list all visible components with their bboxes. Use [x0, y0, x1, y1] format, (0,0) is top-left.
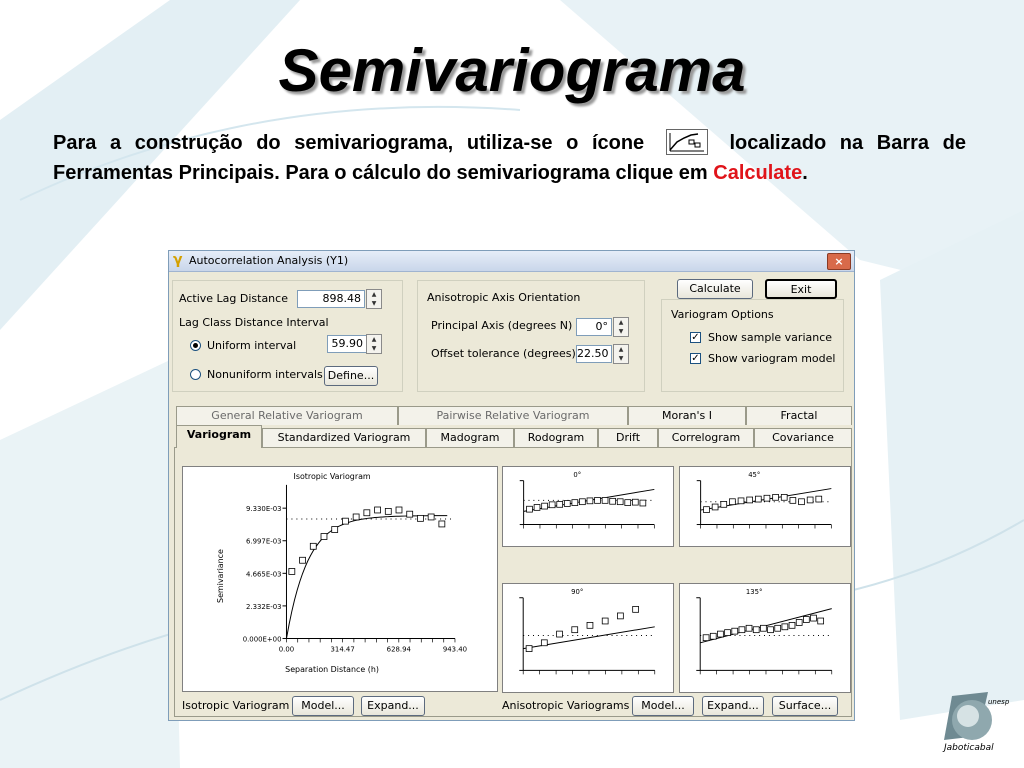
small-sample-point [557, 501, 563, 507]
variogram-options-group [661, 299, 844, 392]
small-sample-point [610, 498, 616, 504]
small-sample-point [773, 494, 779, 500]
tab-drift[interactable]: Drift [598, 428, 658, 447]
small-sample-point [557, 631, 563, 637]
tab-general-relative-variogram[interactable]: General Relative Variogram [176, 406, 398, 425]
uniform-interval-label: Uniform interval [207, 339, 297, 352]
offset-tolerance-spinner[interactable]: ▲ ▼ [613, 344, 629, 364]
small-sample-point [526, 646, 532, 652]
show-sample-variance-checkbox[interactable]: ✓ [691, 332, 700, 343]
small-sample-point [768, 627, 774, 633]
isotropic-sample-point [396, 507, 402, 513]
isotropic-expand-button[interactable]: Expand... [361, 696, 425, 716]
tab-correlogram[interactable]: Correlogram [658, 428, 754, 447]
small-sample-point [789, 622, 795, 628]
isotropic-y-tick-label: 6.997E-03 [246, 537, 282, 546]
small-sample-point [632, 499, 638, 505]
small-sample-point [721, 501, 727, 507]
small-sample-point [564, 501, 570, 507]
nonuniform-interval-radio[interactable] [190, 369, 201, 380]
anisotropic-model-button[interactable]: Model... [632, 696, 694, 716]
principal-axis-input[interactable]: 0° [576, 318, 612, 336]
tab-covariance[interactable]: Covariance [754, 428, 852, 447]
isotropic-sample-point [439, 521, 445, 527]
small-sample-point [764, 495, 770, 501]
anisotropic-chart-135deg [679, 583, 851, 693]
small-sample-point [790, 497, 796, 503]
chart-135deg-title: 135° [745, 587, 763, 596]
chart-45deg-title: 45° [748, 470, 761, 479]
anisotropic-expand-button[interactable]: Expand... [702, 696, 764, 716]
small-sample-point [703, 635, 709, 641]
offset-tolerance-input[interactable]: 22.50 [576, 345, 612, 363]
small-sample-point [542, 503, 548, 509]
small-sample-point [807, 497, 813, 503]
small-sample-point [746, 625, 752, 631]
isotropic-sample-point [342, 518, 348, 524]
active-lag-spinner[interactable]: ▲ ▼ [366, 289, 382, 309]
isotropic-sample-point [289, 568, 295, 574]
isotropic-x-label: Separation Distance (h) [285, 665, 379, 675]
anisotropic-chart-0deg [502, 466, 674, 547]
isotropic-sample-point [417, 515, 423, 521]
small-sample-point [625, 500, 631, 506]
isotropic-x-tick-label: 943.40 [442, 645, 468, 654]
offset-tolerance-label: Offset tolerance (degrees) [431, 347, 576, 360]
tab-variogram[interactable]: Variogram [176, 425, 262, 448]
unesp-jaboticabal-logo [938, 688, 1014, 754]
isotropic-model-curve [286, 516, 447, 639]
show-variogram-model-checkbox[interactable]: ✓ [691, 353, 700, 364]
isotropic-sample-point [407, 511, 413, 517]
small-sample-point [816, 496, 822, 502]
show-variogram-model-label: Show variogram model [708, 352, 836, 365]
define-button[interactable]: Define... [324, 366, 378, 386]
isotropic-sample-point [353, 514, 359, 520]
tab-fractal[interactable]: Fractal [746, 406, 852, 425]
small-sample-point [602, 618, 608, 624]
small-sample-point [617, 499, 623, 505]
anisotropic-chart-90deg [502, 583, 674, 693]
isotropic-sample-point [375, 507, 381, 513]
paragraph-text-1: Para a construção do semivariograma, utiliza-se o ícone [53, 132, 645, 154]
active-lag-input[interactable]: 898.48 [297, 290, 365, 308]
isotropic-x-tick-label: 0.00 [278, 645, 295, 654]
anisotropic-orientation-title: Anisotropic Axis Orientation [427, 291, 581, 304]
small-sample-point [782, 624, 788, 630]
paragraph-end: . [802, 162, 808, 184]
small-sample-point [739, 627, 745, 633]
isotropic-sample-point [321, 534, 327, 540]
small-sample-point [799, 499, 805, 505]
autocorrelation-dialog [168, 250, 855, 721]
dialog-titlebar[interactable] [169, 251, 854, 272]
isotropic-y-tick-label: 9.330E-03 [246, 505, 282, 514]
isotropic-variogram-label: Isotropic Variogram [182, 699, 290, 712]
isotropic-chart-title: Isotropic Variogram [293, 471, 371, 481]
variogram-options-title: Variogram Options [671, 308, 774, 321]
isotropic-x-tick-label: 314.47 [330, 645, 355, 654]
slide-title: Semivariograma [278, 37, 746, 104]
anisotropic-variograms-label: Anisotropic Variograms [502, 699, 630, 712]
isotropic-y-label: Semivariance [216, 549, 226, 603]
principal-axis-spinner[interactable]: ▲ ▼ [613, 317, 629, 337]
small-sample-point [587, 622, 593, 628]
small-sample-point [572, 627, 578, 633]
tab-morans-i[interactable]: Moran's I [628, 406, 746, 425]
isotropic-model-button[interactable]: Model... [292, 696, 354, 716]
small-sample-point [725, 630, 731, 636]
app-gamma-icon: γ [173, 252, 183, 268]
small-sample-point [602, 497, 608, 503]
tab-rodogram[interactable]: Rodogram [514, 428, 598, 447]
isotropic-y-tick-label: 0.000E+00 [242, 635, 282, 644]
surface-button[interactable]: Surface... [772, 696, 838, 716]
active-lag-label: Active Lag Distance [179, 292, 288, 305]
small-sample-point [732, 628, 738, 634]
small-sample-point [738, 498, 744, 504]
lag-group [172, 280, 403, 392]
calculate-highlight: Calculate [713, 162, 803, 184]
isotropic-x-tick-label: 628.94 [386, 645, 411, 654]
anisotropic-orientation-group [417, 280, 645, 392]
logo-unesp-text: unesp [988, 698, 1010, 706]
small-sample-point [541, 640, 547, 646]
small-sample-point [803, 617, 809, 623]
principal-axis-label: Principal Axis (degrees N) [431, 319, 573, 332]
isotropic-y-tick-label: 2.332E-03 [246, 602, 282, 611]
isotropic-sample-point [364, 510, 370, 516]
chart-90deg-title: 90° [571, 587, 584, 596]
small-sample-point [775, 625, 781, 631]
small-sample-point [587, 498, 593, 504]
chart-0deg-title: 0° [573, 470, 582, 479]
anisotropic-chart-45deg [679, 466, 851, 547]
show-sample-variance-label: Show sample variance [708, 331, 833, 344]
lag-class-label: Lag Class Distance Interval [179, 316, 329, 329]
logo-jaboticabal-text: Jaboticabal [944, 743, 994, 753]
exit-button[interactable]: Exit [765, 279, 837, 299]
small-sample-point [617, 613, 623, 619]
nonuniform-interval-label: Nonuniform intervals [207, 368, 323, 381]
calculate-button[interactable]: Calculate [677, 279, 753, 299]
small-sample-point [760, 625, 766, 631]
dialog-title: Autocorrelation Analysis (Y1) [189, 254, 349, 267]
uniform-interval-spinner[interactable]: ▲ ▼ [366, 334, 382, 354]
close-button[interactable]: × [827, 253, 851, 270]
small-sample-point [796, 620, 802, 626]
small-sample-point [640, 500, 646, 506]
small-sample-point [747, 497, 753, 503]
small-sample-point [595, 497, 601, 503]
isotropic-sample-point [310, 543, 316, 549]
small-sample-point [527, 506, 533, 512]
tab-standardized-variogram[interactable]: Standardized Variogram [262, 428, 426, 447]
isotropic-y-tick-label: 4.665E-03 [246, 570, 282, 579]
small-sample-point [753, 627, 759, 633]
small-sample-point [781, 494, 787, 500]
small-sample-point [572, 500, 578, 506]
uniform-interval-input[interactable]: 59.90 [327, 335, 367, 353]
isotropic-variogram-chart [182, 466, 498, 692]
small-sample-point [712, 504, 718, 510]
paragraph-text-2: localizado na Barra de Ferramentas Principais. Para o cálculo do semivariograma clique em [53, 132, 966, 184]
small-sample-point [710, 633, 716, 639]
slide-paragraph [53, 128, 966, 188]
uniform-interval-radio[interactable] [190, 340, 201, 351]
isotropic-sample-point [428, 514, 434, 520]
semivariogram-tool-icon [666, 129, 708, 155]
small-sample-point [811, 615, 817, 621]
small-sample-point [755, 496, 761, 502]
isotropic-sample-point [385, 508, 391, 514]
small-sample-point [729, 499, 735, 505]
isotropic-sample-point [332, 527, 338, 533]
small-sample-point [704, 507, 710, 513]
small-sample-point [534, 505, 540, 511]
small-sample-point [579, 499, 585, 505]
tab-pairwise-relative-variogram[interactable]: Pairwise Relative Variogram [398, 406, 628, 425]
isotropic-sample-point [300, 557, 306, 563]
small-sample-point [818, 618, 824, 624]
tab-madogram[interactable]: Madogram [426, 428, 514, 447]
small-sample-point [549, 502, 555, 508]
small-sample-point [717, 631, 723, 637]
small-sample-point [633, 606, 639, 612]
